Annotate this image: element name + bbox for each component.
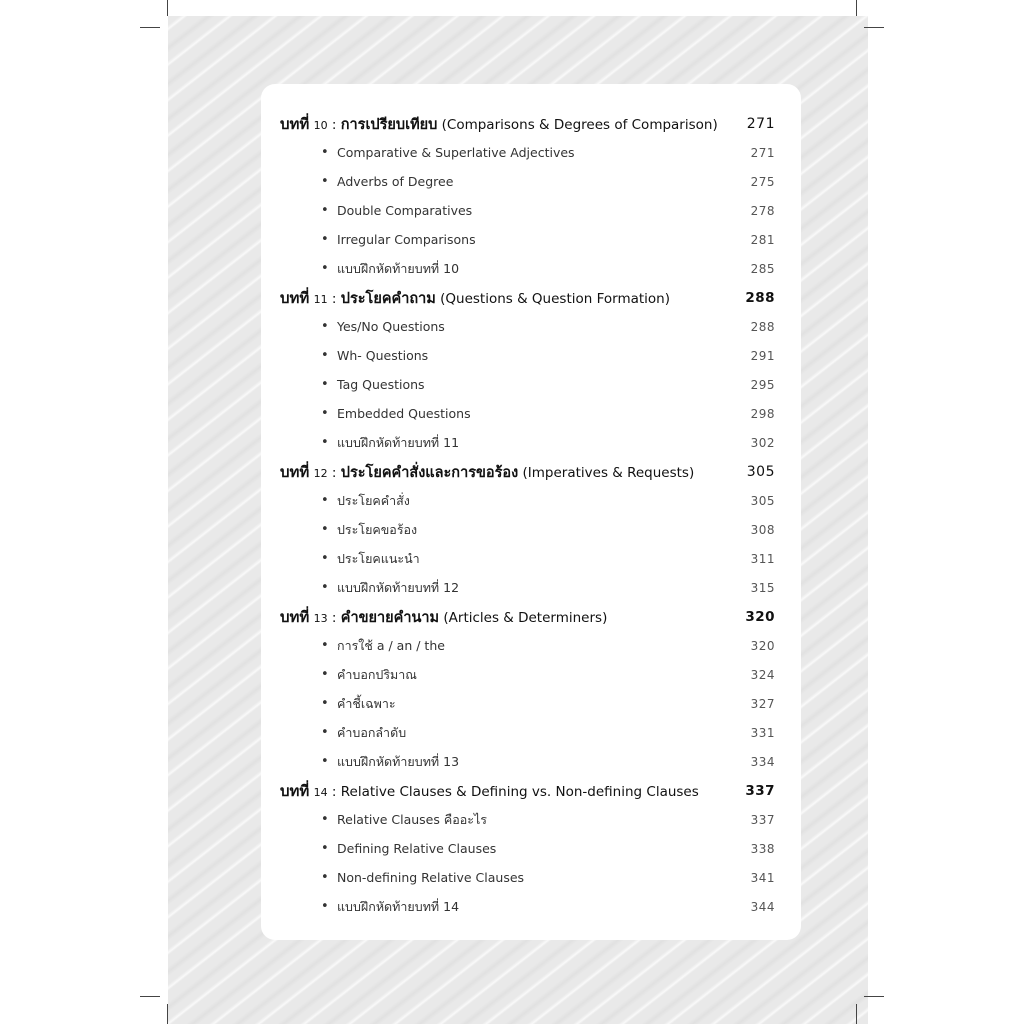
toc-item-row[interactable] [261,254,801,283]
bullet-icon: • [321,812,329,827]
toc-chapter-row[interactable] [261,457,801,486]
page-number: 337 [750,812,775,827]
page-number: 271 [746,115,775,132]
toc-item-row[interactable] [261,892,801,921]
page-number: 334 [750,754,775,769]
chapter-title [280,112,718,136]
toc-item-label: คำชี้เฉพาะ [337,695,396,711]
toc-card [261,84,801,940]
page-number: 278 [750,203,775,218]
toc-item-row[interactable] [261,747,801,776]
bullet-icon: • [321,696,329,711]
chapter-number: 12 [313,466,328,480]
bullet-icon: • [321,841,329,856]
toc-item-label: คำบอกปริมาณ [337,666,417,682]
chapter-title-thai: ประโยคคำสั่งและการขอร้อง [340,464,519,481]
chapter-number: 13 [313,611,328,625]
toc-item-row[interactable] [261,718,801,747]
chapter-title [280,605,607,629]
page-number: 311 [750,551,775,566]
chapter-title-english: Relative Clauses & Defining vs. Non-defining Clauses [340,783,699,800]
toc-item-row[interactable] [261,805,801,834]
page-number: 291 [750,348,775,363]
chapter-prefix: บทที่ [280,462,310,481]
page-number: 288 [750,319,775,334]
chapter-title-english: (Imperatives & Requests) [522,464,695,481]
toc-item-row[interactable] [261,573,801,602]
toc-item-row[interactable] [261,515,801,544]
page-number: 320 [745,608,775,625]
toc-item-label: แบบฝึกหัดท้ายบทที่ 13 [337,753,460,769]
toc-item-row[interactable] [261,370,801,399]
chapter-number: 14 [313,785,328,799]
crop-mark [167,0,168,16]
bullet-icon: • [321,870,329,885]
bullet-icon: • [321,522,329,537]
toc-item-label: Wh- Questions [337,348,429,363]
toc-item-row[interactable] [261,225,801,254]
toc-item-row[interactable] [261,660,801,689]
page-number: 305 [750,493,775,508]
crop-mark [167,1004,168,1024]
chapter-title-english: (Articles & Determiners) [443,609,608,626]
bullet-icon: • [321,261,329,276]
page-number: 315 [750,580,775,595]
toc-item-label: Yes/No Questions [337,319,445,334]
crop-mark [856,1004,857,1024]
toc-item-row[interactable] [261,834,801,863]
page-number: 327 [750,696,775,711]
page-number: 275 [750,174,775,189]
toc-item-row[interactable] [261,196,801,225]
toc-item-label: Non-defining Relative Clauses [337,870,525,885]
page-number: 288 [745,289,775,306]
chapter-title [280,460,694,484]
toc-item-row[interactable] [261,863,801,892]
bullet-icon: • [321,348,329,363]
chapter-separator: : [331,116,337,133]
chapter-title [280,779,699,803]
bullet-icon: • [321,754,329,769]
chapter-separator: : [331,464,337,481]
bullet-icon: • [321,638,329,653]
page-number: 302 [750,435,775,450]
toc-item-label: Relative Clauses คืออะไร [337,811,487,827]
bullet-icon: • [321,145,329,160]
chapter-prefix: บทที่ [280,607,310,626]
page-number: 324 [750,667,775,682]
toc-item-label: ประโยคแนะนำ [337,550,420,566]
bullet-icon: • [321,493,329,508]
chapter-prefix: บทที่ [280,288,310,307]
bullet-icon: • [321,580,329,595]
page-number: 298 [750,406,775,421]
chapter-number: 11 [313,292,328,306]
chapter-title-english: (Comparisons & Degrees of Comparison) [441,116,718,133]
toc-item-row[interactable] [261,341,801,370]
chapter-title-thai: คำขยายคำนาม [340,609,440,626]
bullet-icon: • [321,551,329,566]
chapter-prefix: บทที่ [280,781,310,800]
page-number: 295 [750,377,775,392]
bullet-icon: • [321,174,329,189]
toc-item-label: แบบฝึกหัดท้ายบทที่ 10 [337,260,460,276]
bullet-icon: • [321,203,329,218]
toc-item-label: Comparative & Superlative Adjectives [337,145,575,160]
toc-item-label: ประโยคขอร้อง [337,521,418,537]
toc-item-row[interactable] [261,689,801,718]
bullet-icon: • [321,319,329,334]
page-number: 331 [750,725,775,740]
toc-item-label: Adverbs of Degree [337,174,454,189]
toc-item-label: แบบฝึกหัดท้ายบทที่ 12 [337,579,460,595]
toc-chapter-row[interactable] [261,602,801,631]
chapter-title-thai: ประโยคคำถาม [340,290,436,307]
page-number: 271 [750,145,775,160]
toc-item-label: ประโยคคำสั่ง [337,492,410,508]
toc-item-label: Embedded Questions [337,406,471,421]
toc-item-label: แบบฝึกหัดท้ายบทที่ 14 [337,898,460,914]
crop-mark [140,27,160,28]
page-number: 341 [750,870,775,885]
page-number: 338 [750,841,775,856]
toc-item-label: Tag Questions [337,377,425,392]
chapter-prefix: บทที่ [280,114,310,133]
toc-item-row[interactable] [261,544,801,573]
toc-chapter-row[interactable] [261,283,801,312]
crop-mark [864,996,884,997]
toc-chapter-row[interactable] [261,776,801,805]
page-number: 344 [750,899,775,914]
crop-mark [864,27,884,28]
toc-item-row[interactable] [261,138,801,167]
chapter-number: 10 [313,118,328,132]
bullet-icon: • [321,435,329,450]
toc-item-row[interactable] [261,486,801,515]
toc-item-row[interactable] [261,312,801,341]
chapter-separator: : [331,783,337,800]
toc-item-row[interactable] [261,428,801,457]
page-number: 285 [750,261,775,276]
bullet-icon: • [321,725,329,740]
toc-item-row[interactable] [261,399,801,428]
page-number: 305 [746,463,775,480]
toc-chapter-row[interactable] [261,109,801,138]
page-number: 320 [750,638,775,653]
toc-item-label: Irregular Comparisons [337,232,476,247]
chapter-separator: : [331,609,337,626]
crop-mark [856,0,857,16]
toc-item-label: คำบอกลำดับ [337,724,407,740]
chapter-title-thai: การเปรียบเทียบ [340,116,438,133]
toc-item-label: Double Comparatives [337,203,473,218]
bullet-icon: • [321,406,329,421]
bullet-icon: • [321,667,329,682]
bullet-icon: • [321,232,329,247]
toc-item-row[interactable] [261,631,801,660]
chapter-title [280,286,670,310]
page-number: 281 [750,232,775,247]
toc-item-row[interactable] [261,167,801,196]
crop-mark [140,996,160,997]
page-number: 308 [750,522,775,537]
bullet-icon: • [321,899,329,914]
chapter-title-english: (Questions & Question Formation) [440,290,671,307]
toc-item-label: Defining Relative Clauses [337,841,497,856]
bullet-icon: • [321,377,329,392]
toc-item-label: การใช้ a / an / the [337,637,445,653]
toc-item-label: แบบฝึกหัดท้ายบทที่ 11 [337,434,460,450]
chapter-separator: : [331,290,337,307]
page-number: 337 [745,782,775,799]
